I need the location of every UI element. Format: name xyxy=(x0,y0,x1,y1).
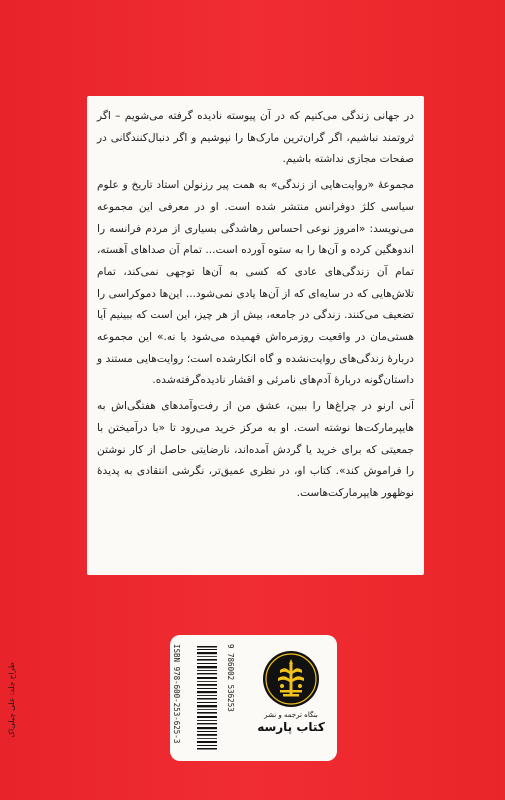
blurb-paragraph-1: در جهانی زندگی می‌کنیم که در آن پیوسته نادیده گرفته می‌شویم – اگر ثروتمند نباشیم، اگر گران‌ترین مارک‌ها را نپوشیم و اگر دنبال‌کنندگانی در صفحات مجازی نداشته باشیم. xyxy=(97,110,414,166)
barcode-icon xyxy=(195,644,221,754)
isbn-text: ISBN 978-600-253-625-3 xyxy=(172,644,181,744)
designer-credit: طراح جلد: علی چیلی‌اک xyxy=(7,662,16,738)
blurb-paragraph-2: مجموعهٔ «روایت‌هایی از زندگی» به همت پیر رزنولن استاد تاریخ و علوم سیاسی کلژ دوفرانس منتشر شده است. او در معرفی این مجموعه می‌نویسد: «امروز نوعی احساس رهاشدگی بسیاری از مردم فرانسه را اندوهگین کرده و آن‌ها را به ستوه آورده است... تمام آن صداهای آهسته، تمام آن زندگی‌های عادی که کسی به آن‌ها توجهی نمی‌کند، تمام تلاش‌هایی که در سایه‌ای که از آن‌ها یادی نمی‌شود... این‌ها دموکراسی را تضعیف می‌کنند. زندگی در جامعه، بیش از هر چیز، این است که ببینیم آیا هستی‌مان در واقعیت روزمره‌اش فهمیده می‌شود یا نه.» این مجموعه دربارهٔ زندگی‌های روایت‌نشده و گاه انکارشده است؛ روایت‌هایی مستند و داستان‌گونه دربارهٔ آدم‌های نامرئی و اقشار نادیده‌گرفته‌شده. xyxy=(97,179,414,387)
publisher-name: کتاب پارسه xyxy=(257,720,325,734)
isbn-label-wrap xyxy=(166,644,196,754)
blurb-paragraph-3: آنی ارنو در چراغ‌ها را ببین، عشق من از رفت‌وآمدهای هفتگی‌اش به هایپرمارکت‌ها نوشته است. او به مرکز خرید می‌رود تا «با درآمیختن با جمعیتی که برای خرید یا گردش آمده‌اند، نارضایتی حاصل از کار نوشتن را فراموش کند». کتاب او، در نظری عمیق‌تر، نگرشی انتقادی به پدیدهٔ نوظهور هایپرمارکت‌هاست. xyxy=(97,400,414,499)
designer-credit-wrap xyxy=(0,650,24,750)
barcode-digits-wrap xyxy=(223,644,237,754)
publisher-subtitle: بنگاه ترجمه و نشر xyxy=(264,711,318,719)
publisher-logo-icon xyxy=(262,650,320,708)
barcode-digits: 9 786002 536253 xyxy=(226,644,235,712)
publisher-name-block xyxy=(250,710,332,735)
blurb-panel xyxy=(87,96,424,575)
